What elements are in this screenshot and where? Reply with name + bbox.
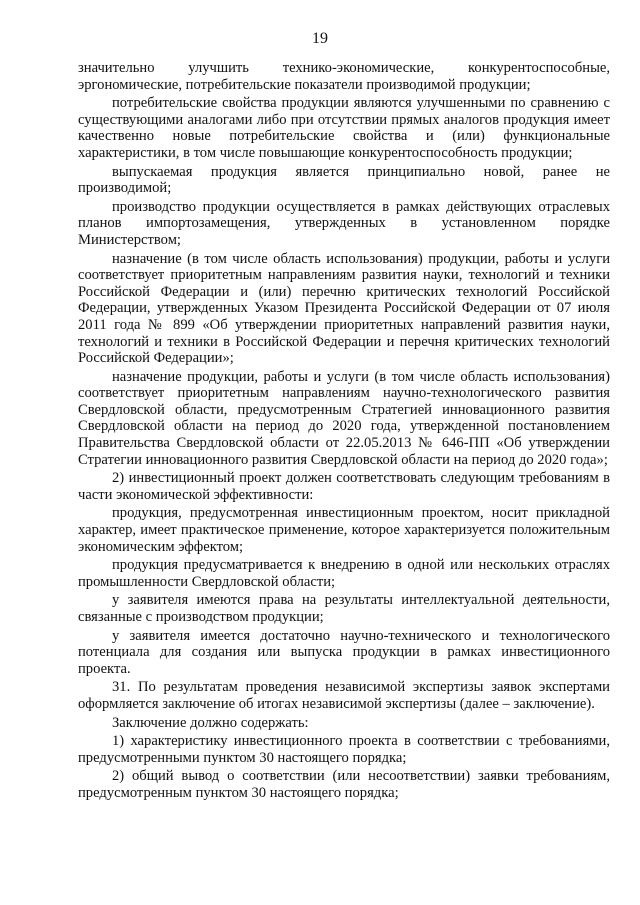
paragraph-14: 1) характеристику инвестиционного проекта в соответствии с требованиями, предусмотренными пунктом 30 настоящего порядка; <box>78 733 610 766</box>
paragraph-12: 31. По результатам проведения независимой экспертизы заявок экспертами оформляется заключение об итогах независимой экспертизы (далее – заключение). <box>78 679 610 712</box>
paragraph-4: производство продукции осуществляется в рамках действующих отраслевых планов импортозамещения, утвержденных в установленном порядке Министерством; <box>78 198 610 248</box>
paragraph-3: выпускаемая продукция является принципиально новой, ранее не производимой; <box>78 163 610 197</box>
paragraph-8: продукция, предусмотренная инвестиционным проектом, носит прикладной характер, имеет практическое применение, которое характеризуется положительным экономическим эффектом; <box>78 505 610 555</box>
paragraph-10: у заявителя имеются права на результаты интеллектуальной деятельности, связанные с производством продукции; <box>78 592 610 625</box>
paragraph-5: назначение (в том числе область использования) продукции, работы и услуги соответствует приоритетным направлениям развития науки, технологий и техники Российской Федерации и (или) перечню критических технологий Российской Федерации, утвержденных Указом Президента Российской Федерации от 07 июля 2011 года № 899 «Об утверждении приоритетных направлений развития науки, технологий и техники в Российской Федерации и перечня критических технологий Российской Федерации»; <box>78 250 610 367</box>
paragraph-11: у заявителя имеется достаточно научно-технического и технологического потенциала для создания или выпуска продукции в рамках инвестиционного проекта. <box>78 627 610 677</box>
paragraph-9: продукция предусматривается к внедрению в одной или нескольких отраслях промышленности Свердловской области; <box>78 557 610 590</box>
paragraph-2: потребительские свойства продукции являются улучшенными по сравнению с существующими аналогами либо при отсутствии прямых аналогов продукция имеет качественно новые потребительские свойства и (или) функциональные характеристики, в том числе повышающие конкурентоспособность продукции; <box>78 95 610 161</box>
page-number: 19 <box>312 30 328 47</box>
paragraph-1: значительно улучшить технико-экономические, конкурентоспособные, эргономические, потребительские показатели производимой продукции; <box>78 60 610 93</box>
paragraph-13: Заключение должно содержать: <box>112 714 309 731</box>
paragraph-6: назначение продукции, работы и услуги (в том числе область использования) соответствует приоритетным направлениям научно-технологического развития Свердловской области, предусмотренным Стратегией инновационного развития Свердловской области на период до 2020 года, утвержденной постановлением Правительства Свердловской области от 22.05.2013 № 646-ПП «Об утверждении Стратегии инновационного развития Свердловской области на период до 2020 года»; <box>78 368 610 468</box>
document-body <box>78 60 610 804</box>
paragraph-7: 2) инвестиционный проект должен соответствовать следующим требованиям в части экономической эффективности: <box>78 470 610 503</box>
paragraph-15: 2) общий вывод о соответствии (или несоответствии) заявки требованиям, предусмотренным пунктом 30 настоящего порядка; <box>78 768 610 801</box>
